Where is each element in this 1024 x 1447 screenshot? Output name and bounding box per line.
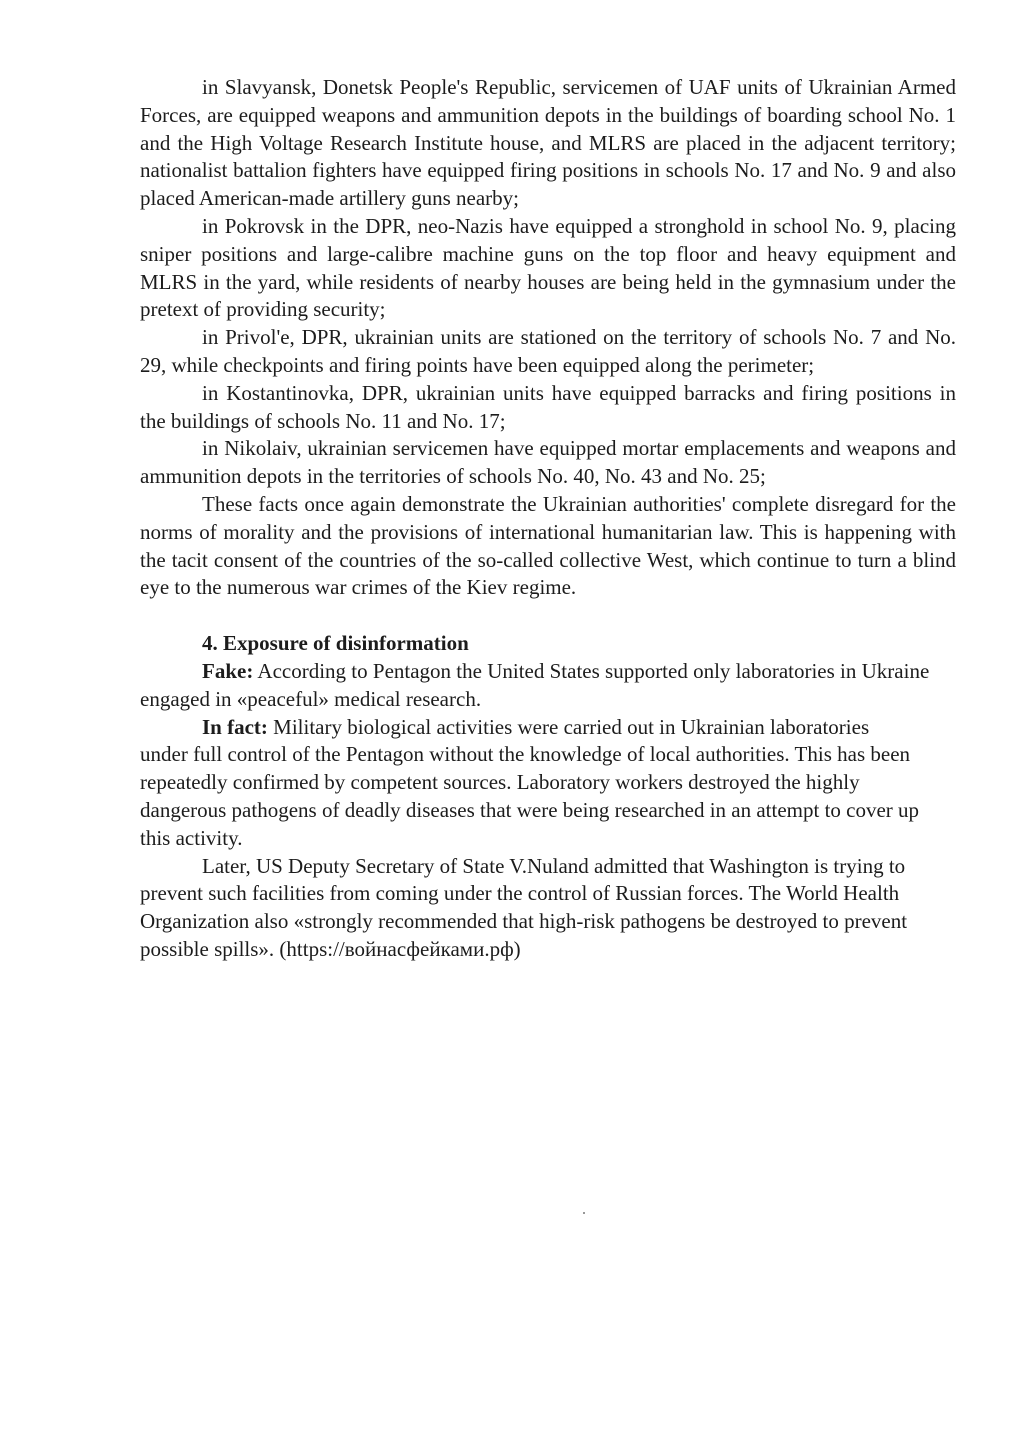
document-page	[140, 74, 956, 964]
fake-paragraph	[140, 658, 940, 714]
paragraph-slavyansk: in Slavyansk, Donetsk People's Republic, servicemen of UAF units of Ukrainian Armed Forces, are equipped weapons and ammunition depots in the buildings of boarding school No. 1 and the High Voltage Research Institute house, and MLRS are placed in the adjacent territory; nationalist battalion fighters have equipped firing positions in schools No. 17 and No. 9 and also placed American-made artillery guns nearby;	[140, 75, 956, 211]
section-heading: 4. Exposure of disinformation	[202, 631, 469, 656]
paragraph-conclusion: These facts once again demonstrate the Ukrainian authorities' complete disregard for the norms of morality and the provisions of international humanitarian law. This is happening with the tacit consent of the countries of the so-called collective West, which continue to turn a blind eye to the numerous war crimes of the Kiev regime.	[140, 491, 956, 600]
paragraph-nikolaiv: in Nikolaiv, ukrainian servicemen have equipped mortar emplacements and weapons and ammunition depots in the territories of schools No. 40, No. 43 and No. 25;	[140, 436, 956, 489]
later-paragraph: Later, US Deputy Secretary of State V.Nuland admitted that Washington is trying to prevent such facilities from coming under the control of Russian forces. The World Health Organization also «strongly recommended that high-risk pathogens be destroyed to prevent possible spills». (https://войнасфейками.рф)	[140, 853, 908, 961]
section-spacer	[140, 602, 956, 630]
fake-label: Fake:	[202, 658, 254, 683]
paragraph-privole: in Privol'e, DPR, ukrainian units are stationed on the territory of schools No. 7 and No. 29, while checkpoints and firing points have been equipped along the perimeter;	[140, 325, 956, 377]
fact-label: In fact:	[202, 714, 268, 739]
paragraph-pokrovsk: in Pokrovsk in the DPR, neo-Nazis have equipped a stronghold in school No. 9, placing sniper positions and large-calibre machine guns on the top floor and heavy equipment and MLRS in the yard, while residents of nearby houses are being held in the gymnasium under the pretext of providing security;	[140, 213, 956, 322]
fact-paragraph	[140, 714, 920, 853]
fake-text: According to Pentagon the United States supported only laboratories in Ukraine engaged in «peaceful» medical research.	[140, 658, 930, 711]
fact-text: Military biological activities were carried out in Ukrainian laboratories under full control of the Pentagon without the knowledge of local authorities. This has been repeatedly confirmed by competent sources. Laboratory workers destroyed the highly dangerous pathogens of deadly diseases that were being researched in an attempt to cover up this activity.	[140, 714, 920, 850]
scan-speck	[583, 1212, 585, 1214]
paragraph-kostantinovka: in Kostantinovka, DPR, ukrainian units have equipped barracks and firing positions in the buildings of schools No. 11 and No. 17;	[140, 380, 956, 433]
